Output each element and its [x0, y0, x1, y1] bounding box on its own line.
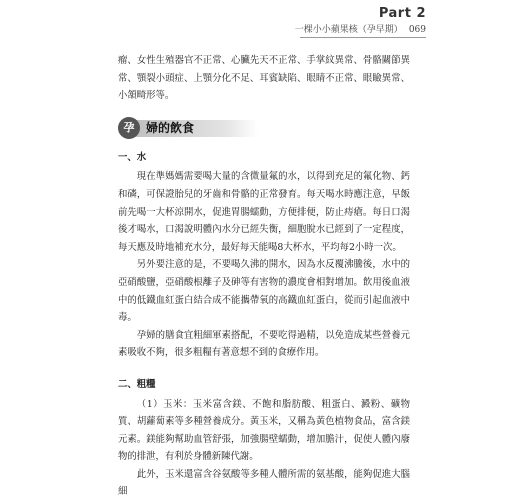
intro-paragraph: 瘤、女性生殖器官不正常、心臟先天不正常、手掌紋異常、骨骼關節異常、顎裂小頭症、上顎分化不足、耳賓缺陷、眼睛不正常、眼瞼異常、小頷畸形等。: [118, 55, 410, 102]
running-head: [295, 22, 426, 35]
section-banner: [118, 117, 410, 139]
section-title: 婦的飲食: [146, 120, 195, 135]
subheading-water: 一、水: [118, 151, 147, 163]
paragraph: 孕婦的膳食宜粗細軍素搭配，不要吃得過精，以免造成某些營養元素吸收不夠，很多粗糧有著意想不到的食療作用。: [118, 329, 410, 359]
part-label: Part 2: [378, 6, 426, 21]
page-body: [118, 52, 410, 501]
header-rule: [300, 37, 426, 38]
paragraph: 現在準媽媽需要喝大量的含微量氟的水，以得到充足的氟化物、鈣和磷，可保證胎兒的牙齒和骨骼的正常發育。每天喝水時應注意，早飯前先喝一大杯涼開水，促進胃腸蠕動，方便排便，防止痔瘡。每日口渴後才喝水，口渴說明體內水分已經失衡，細胞脫水已經到了一定程度，每天應及時地補充水分，最好每天能喝8大杯水，平均每2小時一次。: [118, 171, 410, 253]
section-badge: 孕: [118, 117, 140, 139]
page-header: [295, 6, 426, 35]
paragraph: 此外，玉米還富含谷氨酸等多種人體所需的氨基酸，能夠促進大腦細: [118, 468, 410, 498]
running-title: 一棵小小蘋果核（孕早期）: [294, 25, 403, 35]
paragraph: 另外要注意的是，不要喝久沸的開水，因為水反覆沸騰後，水中的亞硝酸鹽，亞硝酸根離子及砷等有害物的濃度會相對增加。飲用後血液中的低鐵血紅蛋白結合成不能攜帶氧的高鐵血紅蛋白，從而引起血液中毒。: [118, 259, 410, 324]
paragraph: （1）玉米：玉米富含鎂、不飽和脂肪酸、粗蛋白、澱粉、礦物質、胡蘿蔔素等多種營養成分。黃玉米，又稱為黃色植物食品，富含鎂元素。鎂能夠幫助血管舒張，加強腸壁蠕動，增加膽汁，促使人體內廢物的排泄，有利於身體新陳代謝。: [118, 398, 410, 463]
page-number: 069: [408, 25, 426, 35]
subheading-grains: 二、粗糧: [118, 378, 156, 390]
